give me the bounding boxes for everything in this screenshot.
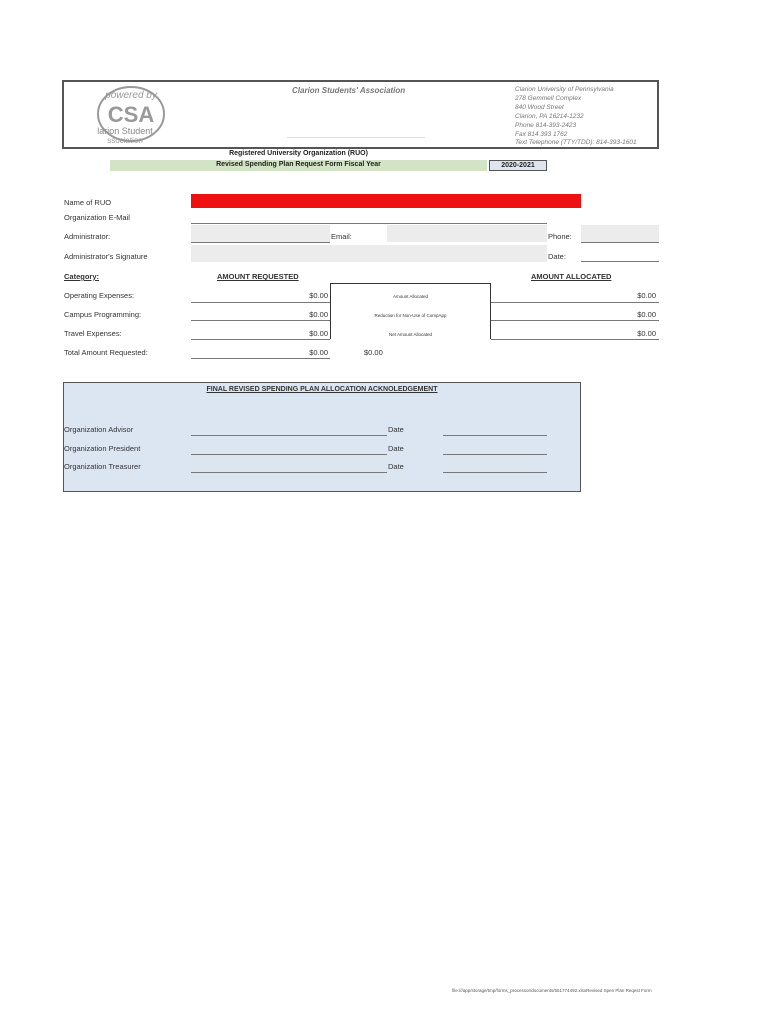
advisor-date-label: Date: [388, 425, 404, 434]
operating-requested-underline: [191, 302, 330, 303]
reduction-note: Reduction for Non-Use of CompApp: [374, 313, 447, 318]
president-date-label: Date: [388, 444, 404, 453]
travel-allocated-underline: [491, 339, 659, 340]
svg-text:larion Student: larion Student: [97, 126, 153, 136]
campus-allocated-underline: [491, 320, 659, 321]
signature-date-field[interactable]: [581, 261, 659, 262]
advisor-signature-field[interactable]: [191, 435, 387, 436]
form-subtitle: Revised Spending Plan Request Form Fiscal Year: [216, 161, 381, 168]
travel-allocated-value[interactable]: $0.00: [637, 329, 656, 338]
ruo-name-label: Name of RUO: [64, 198, 112, 207]
form-title: Registered University Organization (RUO): [229, 150, 368, 157]
phone-field[interactable]: [581, 225, 659, 243]
svg-text:powered by: powered by: [105, 90, 157, 101]
acknowledgement-title: FINAL REVISED SPENDING PLAN ALLOCATION ACKNOLEDGEMENT: [206, 386, 438, 393]
address-line: Phone 814-393-2423: [515, 121, 577, 129]
operating-expenses-label: Operating Expenses:: [64, 291, 135, 300]
address-line: Fax 814 393 1762: [515, 130, 568, 138]
svg-text:ssociation: ssociation: [107, 136, 143, 145]
admin-email-label: Email:: [331, 232, 352, 241]
org-email-label: Organization E-Mail: [64, 213, 130, 222]
amount-allocated-note: Amount Allocated: [392, 294, 429, 299]
treasurer-label: Organization Treasurer: [64, 462, 141, 471]
campus-allocated-value[interactable]: $0.00: [637, 310, 656, 319]
address-block: [515, 86, 637, 148]
admin-email-field[interactable]: [387, 225, 547, 242]
treasurer-date-field[interactable]: [443, 472, 547, 473]
header-divider: [287, 137, 425, 138]
address-line: 840 Wood Street: [515, 103, 564, 111]
org-email-field[interactable]: [191, 223, 547, 224]
advisor-label: Organization Advisor: [64, 425, 134, 434]
file-path-footer: file:///app/storage/tmp/forms_processor/documents/551774492.xlsxRevised Spen Plan Reqest Form: [452, 988, 652, 993]
signature-field[interactable]: [191, 245, 547, 262]
amount-requested-header: AMOUNT REQUESTED: [217, 272, 299, 281]
campus-requested-underline: [191, 320, 330, 321]
treasurer-signature-field[interactable]: [191, 472, 387, 473]
operating-allocated-underline: [491, 302, 659, 303]
address-line: Text Telephone (TTY/TDD): 814-393-1601: [515, 139, 637, 147]
category-header: Category:: [64, 272, 100, 281]
treasurer-date-label: Date: [388, 462, 404, 471]
net-allocated-note: Net Amount Allocated: [388, 332, 433, 337]
amount-allocated-header: AMOUNT ALLOCATED: [531, 272, 612, 281]
operating-allocated-value[interactable]: $0.00: [637, 291, 656, 300]
president-label: Organization President: [64, 444, 141, 453]
address-line: 278 Gemmell Complex: [515, 94, 582, 102]
total-requested-underline: [191, 358, 330, 359]
date-label: Date:: [548, 252, 566, 261]
csa-logo: [95, 84, 167, 146]
address-line: Clarion, PA 16214-1232: [515, 112, 584, 120]
phone-label: Phone:: [548, 232, 572, 241]
operating-requested-value[interactable]: $0.00: [309, 291, 328, 300]
signature-label: Administrator's Signature: [64, 252, 148, 261]
travel-requested-value[interactable]: $0.00: [309, 329, 328, 338]
administrator-label: Administrator:: [64, 232, 111, 241]
travel-requested-underline: [191, 339, 330, 340]
address-line: Clarion University of Pennsylvania: [515, 86, 614, 93]
president-signature-field[interactable]: [191, 454, 387, 455]
administrator-field[interactable]: [191, 225, 330, 243]
campus-programming-label: Campus Programming:: [64, 310, 142, 319]
total-requested-label: Total Amount Requested:: [64, 348, 148, 357]
acknowledgement-panel: [63, 382, 581, 492]
total-second-value: $0.00: [364, 348, 383, 357]
association-name: Clarion Students' Association: [292, 86, 406, 95]
president-date-field[interactable]: [443, 454, 547, 455]
campus-requested-value[interactable]: $0.00: [309, 310, 328, 319]
travel-expenses-label: Travel Expenses:: [64, 329, 122, 338]
svg-text:CSA: CSA: [107, 102, 155, 127]
ruo-name-field[interactable]: [191, 194, 581, 208]
fiscal-year-field[interactable]: 2020-2021: [489, 160, 547, 171]
total-requested-value: $0.00: [309, 348, 328, 357]
advisor-date-field[interactable]: [443, 435, 547, 436]
allocation-notes-box: [330, 283, 491, 339]
